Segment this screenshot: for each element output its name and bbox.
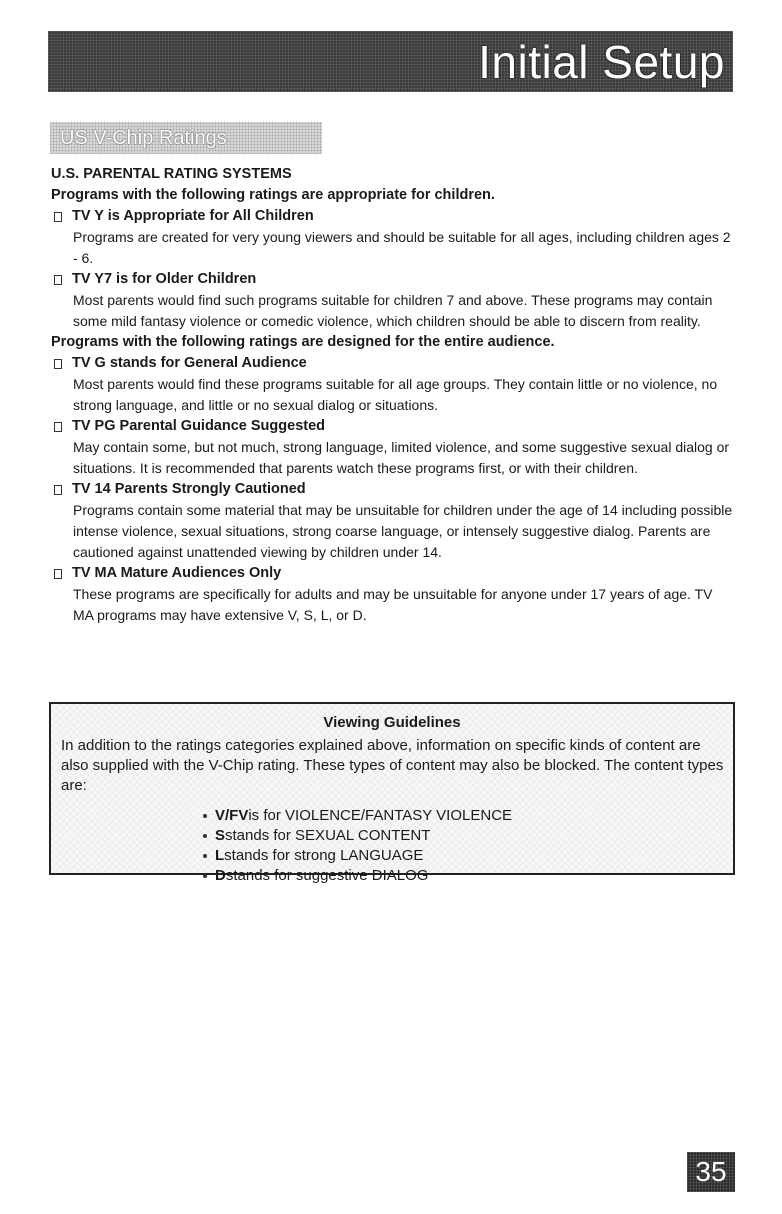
rating-title-text: TV PG Parental Guidance Suggested (72, 418, 326, 434)
checkbox-icon (54, 422, 62, 432)
rating-item-title (51, 416, 741, 437)
checkbox-icon (54, 212, 62, 222)
bullet-icon (203, 874, 207, 878)
content-code: D (215, 867, 226, 884)
rating-title-text: TV Y7 is for Older Children (72, 271, 257, 287)
guidelines-list (203, 806, 512, 886)
group-intro-children: Programs with the following ratings are appropriate for children. (51, 187, 495, 203)
bullet-icon (203, 834, 207, 838)
content-code: L (215, 847, 225, 864)
rating-title-text: TV Y is Appropriate for All Children (72, 208, 314, 224)
rating-item-title (51, 269, 741, 290)
page-number: 35 (687, 1152, 735, 1192)
rating-description: Most parents would find these programs suitable for all age groups. They contain little or no violence, no strong language, and little or no sexual dialog or situations. (73, 376, 718, 413)
rating-description: Programs are created for very young viewers and should be suitable for all ages, including children ages 2 - 6. (73, 229, 731, 266)
rating-item-title (51, 563, 741, 584)
content-heading: U.S. PARENTAL RATING SYSTEMS (51, 166, 292, 182)
rating-content (51, 164, 741, 626)
section-title: US V-Chip Ratings (60, 126, 227, 149)
viewing-guidelines-box (49, 702, 735, 884)
rating-description: Programs contain some material that may be unsuitable for children under the age of 14 including possible intense violence, sexual situations, strong coarse language, or intensely suggestive dialog. Parents are cautioned against unattended viewing by children under 14. (73, 502, 733, 560)
content-code: S (215, 827, 226, 844)
rating-description: These programs are specifically for adults and may be unsuitable for anyone under 17 years of age. TV MA programs may have extensive V, S, L, or D. (73, 586, 713, 623)
rating-title-text: TV G stands for General Audience (72, 355, 307, 371)
list-item (203, 806, 512, 826)
list-item (203, 826, 512, 846)
checkbox-icon (54, 275, 62, 285)
checkbox-icon (54, 359, 62, 369)
rating-item-title (51, 479, 741, 500)
rating-item-title (51, 353, 741, 374)
rating-title-text: TV 14 Parents Strongly Cautioned (72, 481, 306, 497)
list-item (203, 846, 512, 866)
guidelines-text: In addition to the ratings categories explained above, information on specific kinds of content are also supplied with the V-Chip rating. These types of content may also be blocked. The content types are: (61, 737, 724, 794)
checkbox-icon (54, 485, 62, 495)
header-bar (48, 31, 733, 92)
content-desc: stands for suggestive DIALOG (225, 867, 429, 884)
bullet-icon (203, 814, 207, 818)
page-title: Initial Setup (478, 35, 725, 88)
guidelines-title: Viewing Guidelines (323, 714, 461, 731)
list-item (203, 866, 512, 886)
bullet-icon (203, 854, 207, 858)
section-tab (50, 122, 322, 154)
content-desc: stands for SEXUAL CONTENT (225, 827, 431, 844)
rating-description: May contain some, but not much, strong language, limited violence, and some suggestive sexual dialog or situations. It is recommended that parents watch these programs first, or with their children. (73, 439, 730, 476)
content-code: V/FV (215, 807, 249, 824)
rating-item-title (51, 206, 741, 227)
rating-title-text: TV MA Mature Audiences Only (72, 565, 282, 581)
content-desc: is for VIOLENCE/FANTASY VIOLENCE (248, 807, 513, 824)
content-desc: stands for strong LANGUAGE (224, 847, 424, 864)
rating-description: Most parents would find such programs suitable for children 7 and above. These programs may contain some mild fantasy violence or comedic violence, which children should be able to discern from reality. (73, 292, 713, 329)
checkbox-icon (54, 569, 62, 579)
group-intro-audience: Programs with the following ratings are designed for the entire audience. (51, 334, 555, 350)
